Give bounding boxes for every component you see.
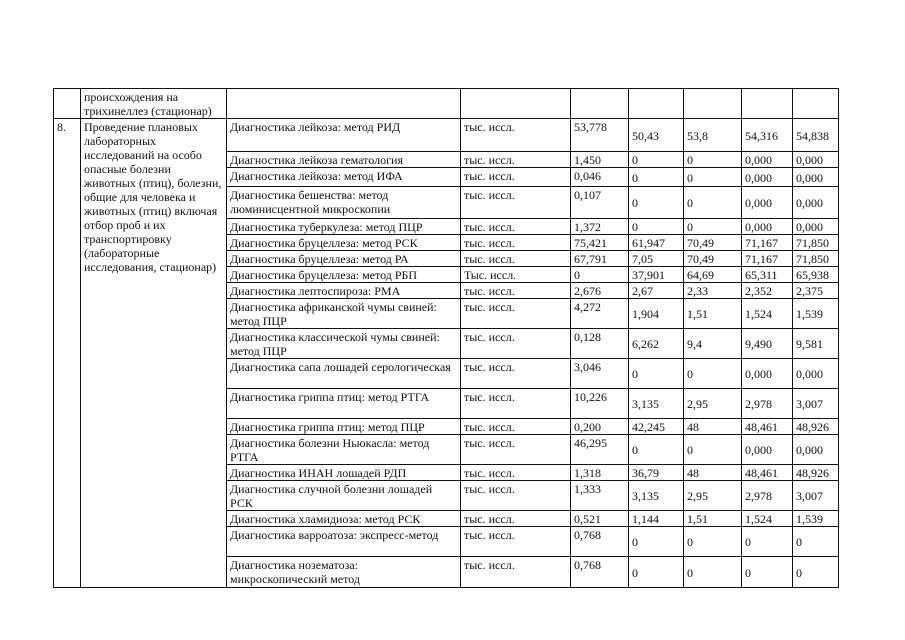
value-cell: 2,978 xyxy=(742,389,793,419)
indicator-name: Диагностика гриппа птиц: метод РТГА xyxy=(227,389,461,419)
unit-cell: тыс. иссл. xyxy=(461,152,571,168)
unit-cell: тыс. иссл. xyxy=(461,481,571,511)
indicator-name: Диагностика туберкулеза: метод ПЦР xyxy=(227,219,461,235)
empty-cell xyxy=(227,89,461,119)
indicator-name: Диагностика лептоспироза: РМА xyxy=(227,283,461,299)
indicator-table xyxy=(53,88,839,588)
value-cell: 2,95 xyxy=(684,389,742,419)
indicator-name: Диагностика бруцеллеза: метод РСК xyxy=(227,235,461,251)
value-cell-base: 1,372 xyxy=(571,219,629,235)
value-cell-base: 0,046 xyxy=(571,168,629,187)
value-cell: 3,135 xyxy=(629,481,684,511)
empty-cell xyxy=(629,89,684,119)
value-cell: 0 xyxy=(629,168,684,187)
unit-cell: тыс. иссл. xyxy=(461,359,571,389)
value-cell: 0,000 xyxy=(793,187,839,219)
unit-cell: тыс. иссл. xyxy=(461,219,571,235)
value-cell: 64,69 xyxy=(684,267,742,283)
value-cell: 0 xyxy=(629,187,684,219)
value-cell: 1,524 xyxy=(742,511,793,527)
indicator-name: Диагностика классической чумы свиней: метод ПЦР xyxy=(227,329,461,359)
value-cell: 0 xyxy=(629,219,684,235)
value-cell: 0 xyxy=(629,557,684,588)
unit-cell: тыс. иссл. xyxy=(461,389,571,419)
value-cell: 0 xyxy=(793,527,839,557)
value-cell: 48 xyxy=(684,419,742,435)
empty-cell xyxy=(684,89,742,119)
number-cell xyxy=(54,89,81,119)
value-cell-base: 0,768 xyxy=(571,527,629,557)
empty-cell xyxy=(461,89,571,119)
value-cell: 0 xyxy=(629,435,684,465)
value-cell: 1,144 xyxy=(629,511,684,527)
value-cell: 7,05 xyxy=(629,251,684,267)
value-cell-base: 0,128 xyxy=(571,329,629,359)
value-cell: 0 xyxy=(684,557,742,588)
value-cell: 0,000 xyxy=(742,152,793,168)
unit-cell: тыс. иссл. xyxy=(461,283,571,299)
indicator-name: Диагностика бруцеллеза: метод РА xyxy=(227,251,461,267)
value-cell-base: 1,318 xyxy=(571,465,629,481)
value-cell: 0,000 xyxy=(793,219,839,235)
value-cell: 70,49 xyxy=(684,251,742,267)
value-cell: 71,850 xyxy=(793,235,839,251)
indicator-name: Диагностика ИНАН лошадей РДП xyxy=(227,465,461,481)
value-cell: 0 xyxy=(684,187,742,219)
value-cell: 71,167 xyxy=(742,235,793,251)
value-cell: 0 xyxy=(684,168,742,187)
unit-cell: тыс. иссл. xyxy=(461,251,571,267)
value-cell: 3,007 xyxy=(793,389,839,419)
indicator-name: Диагностика лейкоза гематология xyxy=(227,152,461,168)
unit-cell: тыс. иссл. xyxy=(461,419,571,435)
value-cell: 0,000 xyxy=(793,168,839,187)
unit-cell: тыс. иссл. xyxy=(461,168,571,187)
value-cell: 70,49 xyxy=(684,235,742,251)
value-cell: 3,135 xyxy=(629,389,684,419)
value-cell: 65,938 xyxy=(793,267,839,283)
value-cell: 53,8 xyxy=(684,119,742,152)
value-cell: 1,539 xyxy=(793,511,839,527)
value-cell: 3,007 xyxy=(793,481,839,511)
unit-cell: тыс. иссл. xyxy=(461,465,571,481)
indicator-name: Диагностика сапа лошадей серологическая xyxy=(227,359,461,389)
value-cell: 65,311 xyxy=(742,267,793,283)
value-cell: 2,978 xyxy=(742,481,793,511)
value-cell: 2,67 xyxy=(629,283,684,299)
value-cell: 9,4 xyxy=(684,329,742,359)
value-cell: 48,926 xyxy=(793,465,839,481)
value-cell: 0,000 xyxy=(793,435,839,465)
value-cell: 48,461 xyxy=(742,419,793,435)
value-cell-base: 0,768 xyxy=(571,557,629,588)
value-cell: 0 xyxy=(684,152,742,168)
value-cell-base: 0 xyxy=(571,267,629,283)
indicator-name: Диагностика хламидиоза: метод РСК xyxy=(227,511,461,527)
value-cell-base: 46,295 xyxy=(571,435,629,465)
value-cell: 42,245 xyxy=(629,419,684,435)
indicator-name: Диагностика варроатоза: экспресс-метод xyxy=(227,527,461,557)
value-cell: 9,581 xyxy=(793,329,839,359)
value-cell-base: 0,107 xyxy=(571,187,629,219)
indicator-name: Диагностика лейкоза: метод ИФА xyxy=(227,168,461,187)
indicator-name: Диагностика бруцеллеза: метод РБП xyxy=(227,267,461,283)
value-cell: 0 xyxy=(742,557,793,588)
value-cell: 0,000 xyxy=(742,359,793,389)
unit-cell: тыс. иссл. xyxy=(461,235,571,251)
value-cell: 0,000 xyxy=(742,187,793,219)
indicator-name: Диагностика случной болезни лошадей РСК xyxy=(227,481,461,511)
value-cell: 2,95 xyxy=(684,481,742,511)
value-cell: 1,51 xyxy=(684,511,742,527)
value-cell: 48 xyxy=(684,465,742,481)
value-cell: 0 xyxy=(793,557,839,588)
value-cell-base: 53,778 xyxy=(571,119,629,152)
value-cell: 0 xyxy=(684,219,742,235)
value-cell-base: 0,200 xyxy=(571,419,629,435)
unit-cell: тыс. иссл. xyxy=(461,527,571,557)
unit-cell: Тыс. иссл. xyxy=(461,267,571,283)
value-cell: 0,000 xyxy=(793,152,839,168)
value-cell: 6,262 xyxy=(629,329,684,359)
value-cell: 0 xyxy=(629,527,684,557)
value-cell: 0 xyxy=(629,359,684,389)
indicator-name: Диагностика гриппа птиц: метод ПЦР xyxy=(227,419,461,435)
value-cell: 0 xyxy=(684,527,742,557)
value-cell-base: 4,272 xyxy=(571,299,629,329)
unit-cell: тыс. иссл. xyxy=(461,511,571,527)
table-row xyxy=(54,119,839,152)
value-cell-base: 2,676 xyxy=(571,283,629,299)
value-cell: 2,375 xyxy=(793,283,839,299)
value-cell: 54,838 xyxy=(793,119,839,152)
section-title: Проведение плановых лабораторных исследований на особо опасные болезни животных (птиц), болезни, общие для человека и животных (птиц) включая отбор проб и их транспортировку (лабораторные исследования, стационар) xyxy=(81,119,227,588)
value-cell: 9,490 xyxy=(742,329,793,359)
value-cell: 54,316 xyxy=(742,119,793,152)
value-cell: 2,33 xyxy=(684,283,742,299)
unit-cell: тыс. иссл. xyxy=(461,187,571,219)
value-cell-base: 0,521 xyxy=(571,511,629,527)
value-cell: 0,000 xyxy=(742,219,793,235)
unit-cell: тыс. иссл. xyxy=(461,119,571,152)
value-cell: 0,000 xyxy=(742,168,793,187)
value-cell: 50,43 xyxy=(629,119,684,152)
value-cell: 1,539 xyxy=(793,299,839,329)
table-body xyxy=(54,89,839,588)
indicator-name: Диагностика африканской чумы свиней: метод ПЦР xyxy=(227,299,461,329)
value-cell: 0 xyxy=(684,435,742,465)
unit-cell: тыс. иссл. xyxy=(461,435,571,465)
unit-cell: тыс. иссл. xyxy=(461,329,571,359)
empty-cell xyxy=(571,89,629,119)
unit-cell: тыс. иссл. xyxy=(461,557,571,588)
indicator-name: Диагностика болезни Ньюкасла: метод РТГА xyxy=(227,435,461,465)
value-cell: 71,850 xyxy=(793,251,839,267)
value-cell: 0,000 xyxy=(742,435,793,465)
value-cell-base: 67,791 xyxy=(571,251,629,267)
unit-cell: тыс. иссл. xyxy=(461,299,571,329)
value-cell: 36,79 xyxy=(629,465,684,481)
value-cell: 48,461 xyxy=(742,465,793,481)
value-cell: 1,51 xyxy=(684,299,742,329)
header-continuation-row xyxy=(54,89,839,119)
value-cell-base: 1,450 xyxy=(571,152,629,168)
value-cell: 0,000 xyxy=(793,359,839,389)
section-number: 8. xyxy=(54,119,81,588)
value-cell: 2,352 xyxy=(742,283,793,299)
value-cell: 71,167 xyxy=(742,251,793,267)
value-cell: 48,926 xyxy=(793,419,839,435)
value-cell: 1,904 xyxy=(629,299,684,329)
value-cell-base: 1,333 xyxy=(571,481,629,511)
continued-text-cell: происхождения на трихинеллез (стационар) xyxy=(81,89,227,119)
value-cell: 0 xyxy=(742,527,793,557)
indicator-name: Диагностика нозематоза: микроскопический метод xyxy=(227,557,461,588)
indicator-name: Диагностика бешенства: метод люминисцентной микроскопии xyxy=(227,187,461,219)
value-cell: 61,947 xyxy=(629,235,684,251)
value-cell: 0 xyxy=(629,152,684,168)
value-cell-base: 3,046 xyxy=(571,359,629,389)
value-cell: 37,901 xyxy=(629,267,684,283)
value-cell-base: 10,226 xyxy=(571,389,629,419)
value-cell: 1,524 xyxy=(742,299,793,329)
value-cell-base: 75,421 xyxy=(571,235,629,251)
value-cell: 0 xyxy=(684,359,742,389)
empty-cell xyxy=(742,89,793,119)
indicator-name: Диагностика лейкоза: метод РИД xyxy=(227,119,461,152)
empty-cell xyxy=(793,89,839,119)
